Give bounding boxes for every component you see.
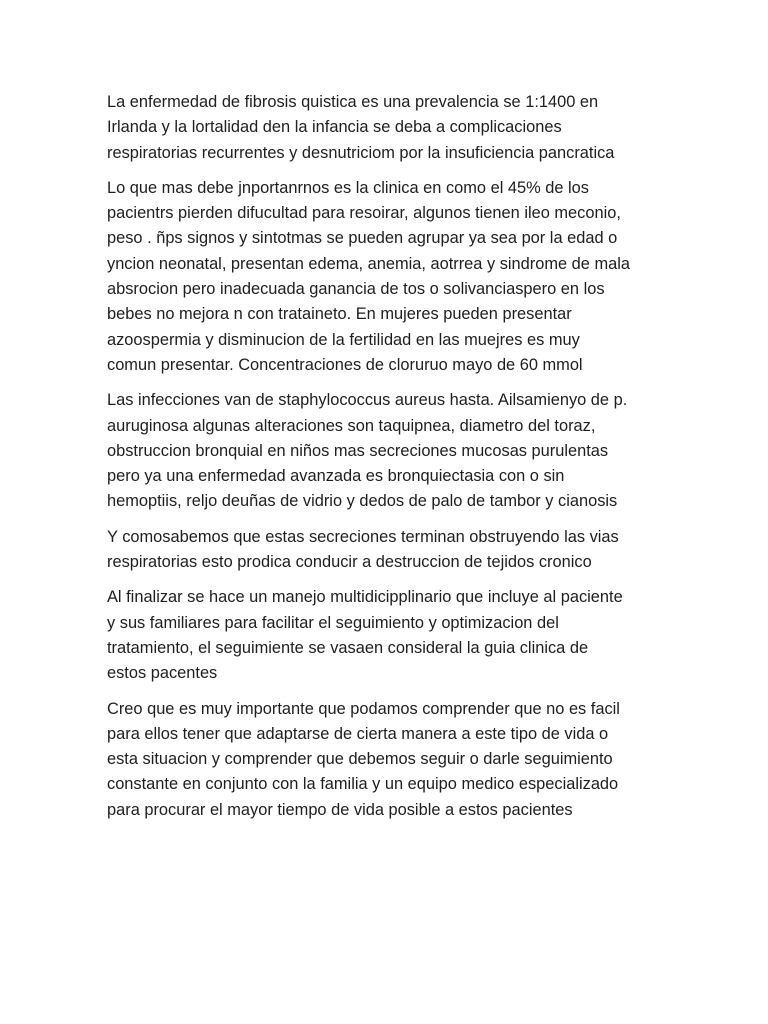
paragraph-secretions: Y comosabemos que estas secreciones terminan obstruyendo las vias respiratorias esto prodica conducir a destruccion de tejidos cronico	[107, 527, 619, 572]
document-body	[107, 90, 677, 833]
paragraph-conclusion: Creo que es muy importante que podamos comprender que no es facil para ellos tener que adaptarse de cierta manera a este tipo de vida o esta situacion y comprender que debemos seguir o darle seguimiento constante en conjunto con la familia y un equipo medico especializado para procurar el mayor tiempo de vida posible a estos pacientes	[107, 699, 620, 819]
paragraph-clinical-signs: Lo que mas debe jnportanrnos es la clinica en como el 45% de los pacientrs pierden difucultad para resoirar, algunos tienen ileo meconio, peso . ñps signos y sintotmas se pueden agrupar ya sea por la edad o yncion neonatal, presentan edema, anemia, aotrrea y sindrome de mala absrocion pero inadecuada ganancia de tos o solivanciaspero en los bebes no mejora n con trataineto. En mujeres pueden presentar azoospermia y disminucion de la fertilidad en las muejres es muy comun presentar. Concentraciones de cloruruo mayo de 60 mmol	[107, 178, 630, 374]
paragraph-prevalence: La enfermedad de fibrosis quistica es una prevalencia se 1:1400 en Irlanda y la lortalidad den la infancia se deba a complicaciones respiratorias recurrentes y desnutriciom por la insuficiencia pancratica	[107, 93, 615, 162]
paragraph-management: Al finalizar se hace un manejo multidicipplinario que incluye al paciente y sus familiares para facilitar el seguimiento y optimizacion del tratamiento, el seguimiente se vasaen consideral la guia clinica de estos pacentes	[107, 588, 623, 683]
paragraph-infections: Las infecciones van de staphylococcus aureus hasta. Ailsamienyo de p. auruginosa algunas alteraciones son taquipnea, diametro del toraz, obstruccion bronquial en niños mas secreciones mucosas purulentas pero ya una enfermedad avanzada es bronquiectasia con o sin hemoptiis, reljo deuñas de vidrio y dedos de palo de tambor y cianosis	[107, 391, 628, 511]
